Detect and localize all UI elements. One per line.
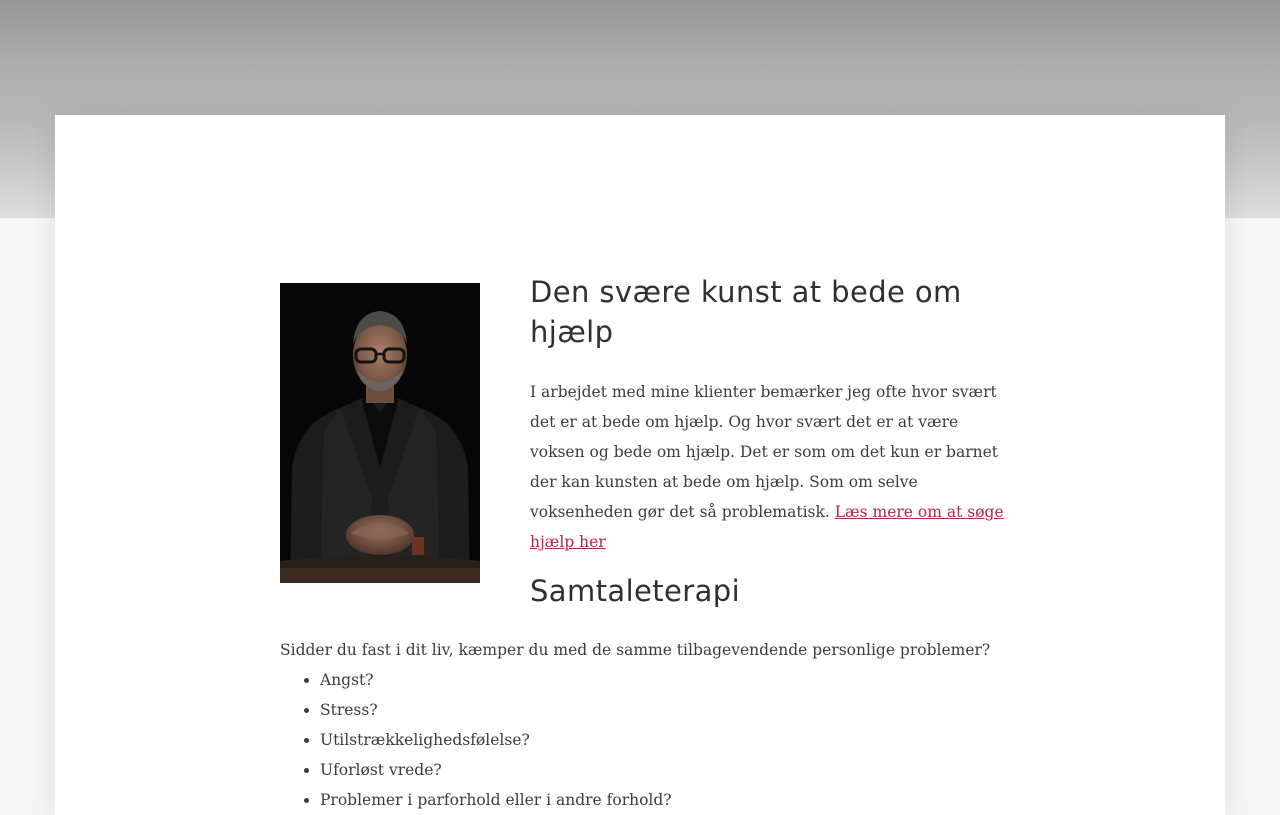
article-body-text: I arbejdet med mine klienter bemærker jeg ofte hvor svært det er at bede om hjælp. Og hvor svært det er at være voksen og bede om hjælp. Det er som om det kun er barnet der kan kunsten at bede om hjælp. Som om selve voksenheden gør det så problematisk. bbox=[530, 383, 998, 521]
article-body bbox=[530, 377, 1010, 557]
list-item: • Stress? bbox=[320, 695, 672, 725]
list-item: • Problemer i parforhold eller i andre forhold? bbox=[320, 785, 672, 815]
article bbox=[530, 272, 1010, 557]
content-card bbox=[55, 115, 1225, 815]
section-title: Samtaleterapi bbox=[530, 574, 741, 608]
section-intro: Sidder du fast i dit liv, kæmper du med de samme tilbagevendende personlige problemer? bbox=[280, 641, 991, 659]
portrait-photo bbox=[280, 283, 480, 583]
read-more-link[interactable]: Læs mere om at søge hjælp her bbox=[530, 503, 1004, 551]
list-item: • Uforløst vrede? bbox=[320, 755, 672, 785]
list-item: • Utilstrækkelighedsfølelse? bbox=[320, 725, 672, 755]
issues-list bbox=[280, 665, 672, 815]
article-title: Den svære kunst at bede om hjælp bbox=[530, 275, 962, 349]
list-item: • Angst? bbox=[320, 665, 672, 695]
